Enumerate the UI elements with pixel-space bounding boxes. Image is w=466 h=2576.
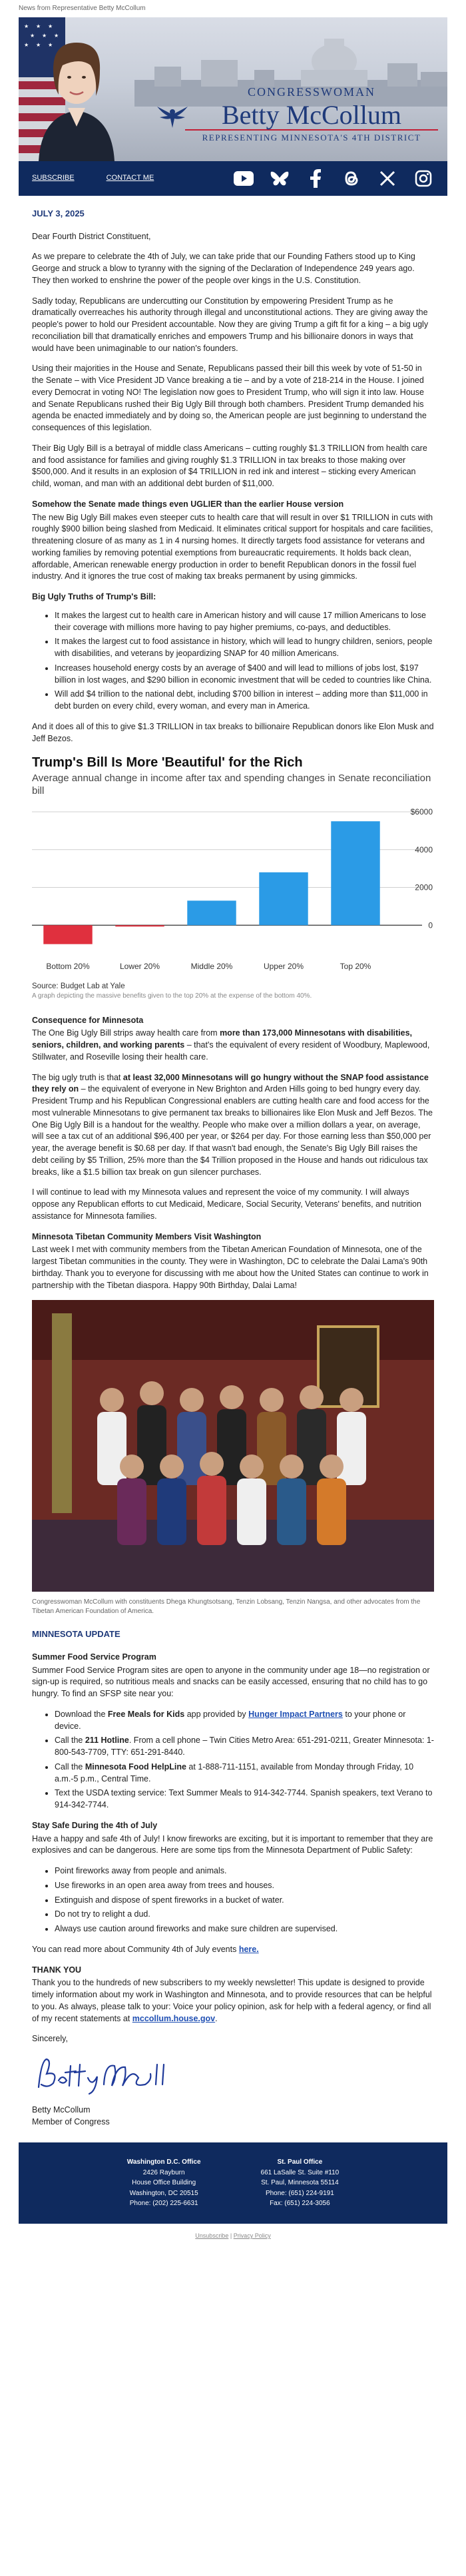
eagle-logo-icon (156, 103, 189, 129)
sincerely: Sincerely, (32, 2034, 68, 2044)
banner-subtitle: REPRESENTING MINNESOTA'S 4TH DISTRICT (185, 129, 438, 144)
chart-y-tick-label: 0 (428, 920, 433, 930)
unsubscribe-link[interactable]: Unsubscribe (195, 2232, 229, 2239)
food-program-body: Summer Food Service Program sites are open to anyone in the community under age 18—no registration or sign-up is required, so nutritious meals and snacks can be easily accessed, ensuring that no child has to go hungry. To find an SFSP site near you: (32, 1665, 430, 1699)
dc-office-phone: Phone: (202) 225-6631 (129, 2200, 198, 2208)
food-program-heading: Summer Food Service Program (32, 1652, 156, 1662)
banner-title-block (185, 84, 438, 144)
chart-x-tick-label: Upper 20% (263, 962, 304, 972)
stpaul-office-fax: Fax: (651) 224-3056 (270, 2200, 330, 2208)
list-item: • It makes the largest cut to food assistance in history, which will lead to hungry children, seniors, people with disabilities, and veterans by jeopardizing SNAP for 40 million Americans. (55, 636, 434, 660)
us-flag-image: ★ ★ ★ ★ ★ ★ ★ ★ ★ (19, 17, 65, 161)
footer (19, 2142, 447, 2224)
consequence-body-2: The big ugly truth is that at least 32,000 Minnesotans will go hungry without the SNAP food assistance they rely on – the equivalent of everyone in New Brighton and Arden Hills going to bed hungry every day. President Trump and his Republican Congressional enablers are cutting health care and food access for the most vulnerable Minnesotans to give permanent tax breaks to billionaires like Elon Musk and Jeff Bezos. The One Big Ugly Bill is a handout for the wealthy. People who make over a million dollars a year, on average, will see a tax cut of an additional $96,400 per year, or $264 per day. For those earning less than $50,000 per year, the average benefit is $0.68 per day. If that wasn't bad enough, the Senate's Big Ugly Bill raises the debt ceiling by $5 Trillion, 25% more than the $4 Trillion proposed in the House and hands out ridiculous tax breaks, like a $1.5 billion tax break on gun silencer purchases. (32, 1072, 433, 1177)
chart-y-tick-label: $6000 (410, 807, 433, 817)
threads-icon[interactable] (341, 168, 362, 189)
paragraph: Using their majorities in the House and Senate, Republicans passed their bill this week by vote of 51-50 in the Senate – with Vice President JD Vance breaking a tie – and by a vote of 218-214 in the House. I joined every Democrat in voting NO! The legislation now goes to President Trump, who will sign it into law. House and Senate Republicans rushed their Big Ugly Bill through both chambers. President Trump demanded his agenda be enacted immediately and by doing so, the American people are just beginning to understand the consequences of this legislation. (32, 364, 427, 433)
list-item: • Use fireworks in an open area away from trees and houses. (55, 1880, 434, 1892)
post-footer (19, 2224, 447, 2250)
minnesota-update-heading: MINNESOTA UPDATE (32, 1629, 120, 1640)
chart-bar (259, 872, 308, 925)
newsletter-body (19, 196, 447, 2128)
list-item: • It makes the largest cut to health care in American history and will cause 17 million Americans to lose their coverage with millions more having to pay higher premiums, co-pays, and deductibles. (55, 610, 434, 634)
paragraph: As we prepare to celebrate the 4th of July, we can take pride that our Founding Fathers stood up to King George and struck a blow to tyranny with the signing of the Declaration of Independence 249 years ago. They then worked to enshrine the power of the people over kings in the U.S. Constitution. (32, 252, 415, 285)
safety-body: Have a happy and safe 4th of July! I know fireworks are exciting, but it is important to remember that they are explosives and can be dangerous. Here are some tips from the Minnesota Department of Public Safety: (32, 1833, 433, 1855)
paragraph: Sadly today, Republicans are undercutting our Constitution by empowering President Trump as he dramatically overreaches his authority through illegal and unconstitutional actions. They are giving away the people's power to hold our President accountable. Now they are giving Trump a gift fit for a king – a big ugly reconciliation bill that dramatically enriches and empowers Trump and his billionaire donors in ways that would have been unimaginable to our nation's founders. (32, 296, 429, 353)
food-program-list (55, 1709, 434, 1811)
dc-office-line: 2426 Rayburn (142, 2168, 185, 2176)
income-chart (32, 753, 434, 1001)
banner-eyebrow: CONGRESSWOMAN (247, 85, 376, 99)
read-more-link[interactable]: here. (238, 1944, 259, 1954)
stpaul-office-phone: Phone: (651) 224-9191 (265, 2189, 334, 2197)
closing-line: And it does all of this to give $1.3 TRILLION in tax breaks to billionaire Republican donors like Elon Musk and Jeff Bezos. (32, 721, 434, 743)
bluesky-icon[interactable] (269, 168, 290, 189)
subscribe-link[interactable]: SUBSCRIBE (32, 174, 75, 182)
consequence-heading: Consequence for Minnesota (32, 1015, 144, 1025)
newsletter-date: JULY 3, 2025 (32, 208, 85, 219)
congresswoman-portrait (33, 23, 120, 161)
list-item: • Call the 211 Hotline. From a cell phone – Twin Cities Metro Area: 651-291-0211, Greater Minnesota: 1-800-543-7709, TTY: 651-291-8440. (55, 1735, 434, 1759)
list-item: • Text the USDA texting service: Text Summer Meals to 914-342-7744. Spanish speakers, text Verano to 914-342-7744. (55, 1787, 434, 1811)
consequence-body-3: I will continue to lead with my Minnesota values and represent the voice of my community. I will always oppose any Republican efforts to cut Medicaid, Medicare, Social Security, Veterans' benefits, and nutrition assistance for Minnesota families. (32, 1187, 421, 1221)
truths-heading: Big Ugly Truths of Trump's Bill: (32, 592, 156, 602)
dc-office-line: House Office Building (132, 2179, 196, 2187)
chart-title: Trump's Bill Is More 'Beautiful' for the Rich (32, 755, 303, 771)
signature-image (32, 2054, 178, 2096)
chart-x-tick-label: Middle 20% (190, 962, 233, 972)
banner-name: Betty McCollum (222, 99, 401, 130)
chart-bar (331, 821, 379, 925)
chart-plot (32, 800, 434, 974)
chart-bar (187, 901, 236, 926)
privacy-policy-link[interactable]: Privacy Policy (233, 2232, 271, 2239)
chart-x-tick-label: Bottom 20% (46, 962, 90, 972)
chart-source: Source: Budget Lab at Yale (32, 982, 125, 991)
tibetan-body: Last week I met with community members from the Tibetan American Foundation of Minnesota, one of the largest Tibetan communities in the county. They were in Washington, DC to celebrate the Dalai Lama's 90th birthday. Thank you to everyone for discussing with me about how the United States can continue to work in partnership with the Tibetan diaspora. Happy 90th Birthday, Dalai Lama! (32, 1245, 429, 1290)
list-item: • Call the Minnesota Food HelpLine at 1-888-711-1151, available from Monday through Friday, 10 a.m.-5 p.m., Central Time. (55, 1762, 434, 1785)
header-banner (19, 17, 447, 161)
senate-heading: Somehow the Senate made things even UGLIER than the earlier House version (32, 499, 344, 509)
dc-office-title: Washington D.C. Office (126, 2158, 201, 2166)
list-item: • Increases household energy costs by an average of $400 and will lead to millions of jobs lost, $197 billion in lost wages, and $290 billion in economic investment that will be ceded to countries like China. (55, 663, 434, 687)
chart-x-tick-label: Lower 20% (119, 962, 160, 972)
signer-name: Betty McCollum (32, 2104, 91, 2114)
list-item: • Extinguish and dispose of spent fireworks in a bucket of water. (55, 1895, 434, 1907)
stpaul-office-title: St. Paul Office (277, 2158, 323, 2166)
chart-bar (115, 926, 164, 927)
preheader-text: News from Representative Betty McCollum (19, 5, 146, 12)
safety-heading: Stay Safe During the 4th of July (32, 1820, 158, 1830)
dc-office (127, 2157, 201, 2209)
x-icon[interactable] (377, 168, 398, 189)
list-item: • Download the Free Meals for Kids app provided by Hunger Impact Partners to your phone or device. (55, 1709, 434, 1733)
greeting: Dear Fourth District Constituent, (32, 231, 151, 241)
tibetan-group-photo (32, 1300, 434, 1596)
thank-you-heading: THANK YOU (32, 1965, 82, 1975)
senate-body: The new Big Ugly Bill makes even steeper cuts to health care that will result in over $1 TRILLION in cuts with roughly $900 billion being slashed from Medicaid. It eliminates critical support for hospitals and care facilities, threatening closure of as many as 1 in 4 nursing homes. It directly targets food assistance for veterans and working families by removing potential exemptions from bureaucratic requirements. It holds back clean, affordable, American renewable energy production in order to benefit Republican donors in the fossil fuel industry. And it ignores the true cost of making tax breaks permanent by using gimmicks. (32, 512, 433, 581)
chart-note: A graph depicting the massive benefits given to the top 20% at the expense of the bottom 40%. (32, 992, 312, 1000)
chart-y-tick-label: 4000 (415, 845, 433, 855)
list-item: • Do not try to relight a dud. (55, 1909, 434, 1921)
photo-caption: Congresswoman McCollum with constituents Dhega Khungtsotsang, Tenzin Lobsang, Tenzin Nangsa, and other advocates from the Tibetan American Foundation of America. (32, 1598, 421, 1616)
chart-y-tick-label: 2000 (415, 882, 433, 892)
stpaul-office (261, 2157, 340, 2209)
social-links (233, 168, 434, 189)
safety-list (55, 1865, 434, 1935)
truths-list (55, 610, 434, 713)
nav-bar (19, 161, 447, 196)
youtube-icon[interactable] (233, 168, 254, 189)
stpaul-office-line: St. Paul, Minnesota 55114 (261, 2179, 339, 2187)
signer-title: Member of Congress (32, 2116, 110, 2126)
list-item: • Will add $4 trillion to the national debt, including $700 billion in interest – adding more than $11,000 in debt burden on every child, every woman, and every man in America. (55, 689, 434, 713)
list-item: • Point fireworks away from people and animals. (55, 1865, 434, 1877)
signature-block (32, 2104, 434, 2128)
stpaul-office-line: 661 LaSalle St. Suite #110 (260, 2168, 340, 2176)
chart-subtitle: Average annual change in income after tax and spending changes in Senate reconciliation bill (32, 772, 431, 797)
chart-x-tick-label: Top 20% (340, 962, 371, 972)
separator: | (230, 2232, 234, 2239)
instagram-icon[interactable] (413, 168, 434, 189)
thank-you-body: Thank you to the hundreds of new subscribers to my weekly newsletter! This update is designed to provide timely information about my work in Washington and Minnesota, and to provide resources that can be helpful to you. As always, please talk to your: Voice your policy opinion, ask for help with a federal agency, or find all of my recent statements at mccollum.house.gov. (32, 1978, 432, 2023)
tibetan-heading: Minnesota Tibetan Community Members Visit Washington (32, 1231, 262, 1241)
paragraph: Their Big Ugly Bill is a betrayal of middle class Americans – cutting roughly $1.3 TRILLION from health care and food assistance for families and giving roughly $1.3 TRILLION in tax breaks to those making over $500,000. And it results in an explosion of $4 TRILLION in red ink and interest – sticking every American child, woman, and man with an additional debt burden of $11,000. (32, 443, 427, 489)
newsletter-container (19, 17, 447, 2249)
consequence-body-1: The One Big Ugly Bill strips away health care from more than 173,000 Minnesotans with disabilities, seniors, children, and working parents – that's the equivalent of every resident of Woodbury, Maplewood, Stillwater, and Roseville losing their health care. (32, 1028, 430, 1062)
list-item: • Always use caution around fireworks and make sure children are supervised. (55, 1923, 434, 1935)
read-more: You can read more about Community 4th of July events here. (32, 1944, 259, 1954)
website-link[interactable]: mccollum.house.gov (132, 2013, 216, 2023)
hunger-impact-partners-link[interactable]: Hunger Impact Partners (248, 1709, 343, 1719)
contact-me-link[interactable]: CONTACT ME (106, 174, 154, 182)
chart-bar (43, 926, 92, 944)
dc-office-line: Washington, DC 20515 (129, 2189, 198, 2197)
facebook-icon[interactable] (305, 168, 326, 189)
